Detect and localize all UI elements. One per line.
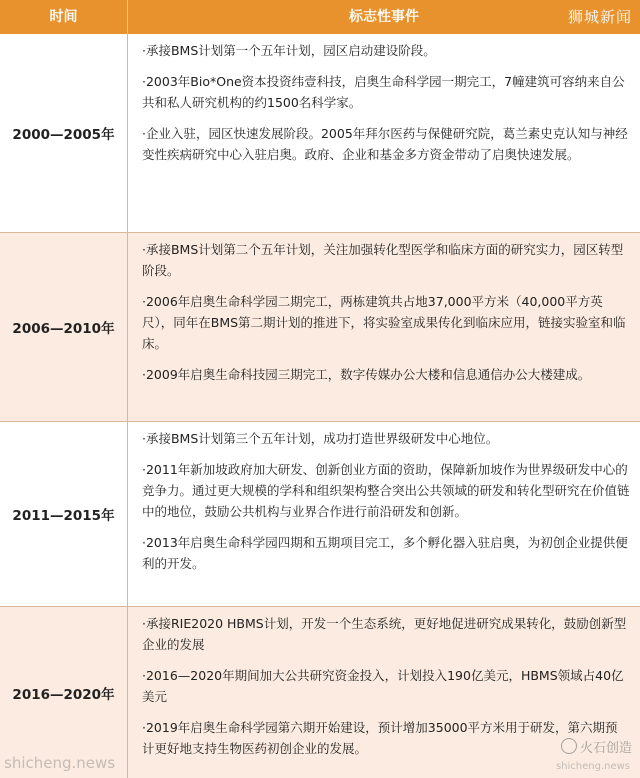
table-row: [0, 34, 640, 233]
wechat-icon: [561, 738, 577, 754]
header-events: 标志性事件: [349, 9, 419, 25]
event-item: ·2003年Bio*One资本投资纬壹科技，启奥生命科学园一期完工，7幢建筑可容纳来自公共和私人研究机构的约1500名科学家。: [142, 74, 625, 110]
period-cell: 2006—2010年: [0, 233, 128, 421]
event-item: ·企业入驻，园区快速发展阶段。2005年拜尔医药与保健研究院，葛兰素史克认知与神经变性疾病研究中心入驻启奥。政府、企业和基金多方资金带动了启奥快速发展。: [142, 126, 628, 162]
event-item: ·2006年启奥生命科学园二期完工，两栋建筑共占地37,000平方米（40,000平方英尺），同年在BMS第二期计划的推进下，将实验室成果传化到临床应用，链接实验室和临床。: [142, 294, 626, 351]
table-row: [0, 422, 640, 607]
event-item: ·2009年启奥生命科技园三期完工，数字传媒办公大楼和信息通信办公大楼建成。: [142, 367, 591, 382]
events-cell: [128, 233, 640, 421]
table-row: [0, 233, 640, 422]
event-item: ·承接RIE2020 HBMS计划，开发一个生态系统，更好地促进研究成果转化，鼓励创新型企业的发展: [142, 616, 627, 652]
event-item: ·2011年新加坡政府加大研发、创新创业方面的资助，保障新加坡作为世界级研发中心的竞争力。通过更大规模的学科和组织架构整合突出公共领域的研发和转化型研究在价值链中的地位，鼓励公共机构与业界合作进行前沿研发和创新。: [142, 462, 630, 519]
period-cell: 2000—2005年: [0, 34, 128, 232]
table-row: [0, 607, 640, 778]
table-header: [0, 0, 640, 34]
watermark-bottom-left: shicheng.news: [4, 754, 116, 772]
watermark-bottom-right: [561, 737, 632, 756]
watermark-brand: 火石创造: [579, 741, 632, 756]
events-cell: [128, 34, 640, 232]
event-item: ·2013年启奥生命科学园四期和五期项目完工，多个孵化器入驻启奥，为初创企业提供便利的开发。: [142, 535, 628, 571]
events-cell: [128, 422, 640, 606]
event-item: ·承接BMS计划第三个五年计划，成功打造世界级研发中心地位。: [142, 431, 499, 446]
period-cell: 2011—2015年: [0, 422, 128, 606]
watermark-logo: 狮城新闻: [567, 8, 632, 26]
event-item: ·2019年启奥生命科学园第六期开始建设，预计增加35000平方米用于研发，第六期预计更好地支持生物医药初创企业的发展。: [142, 720, 618, 756]
event-item: ·承接BMS计划第一个五年计划，园区启动建设阶段。: [142, 43, 436, 58]
period-cell: 2016—2020年: [0, 607, 128, 778]
header-time: 时间: [0, 0, 128, 34]
event-item: ·2016—2020年期间加大公共研究资金投入，计划投入190亿美元，HBMS领域占40亿美元: [142, 668, 624, 704]
watermark-bottom-right-sub: shicheng.news: [555, 761, 630, 772]
event-item: ·承接BMS计划第二个五年计划，关注加强转化型医学和临床方面的研究实力，园区转型阶段。: [142, 242, 624, 278]
